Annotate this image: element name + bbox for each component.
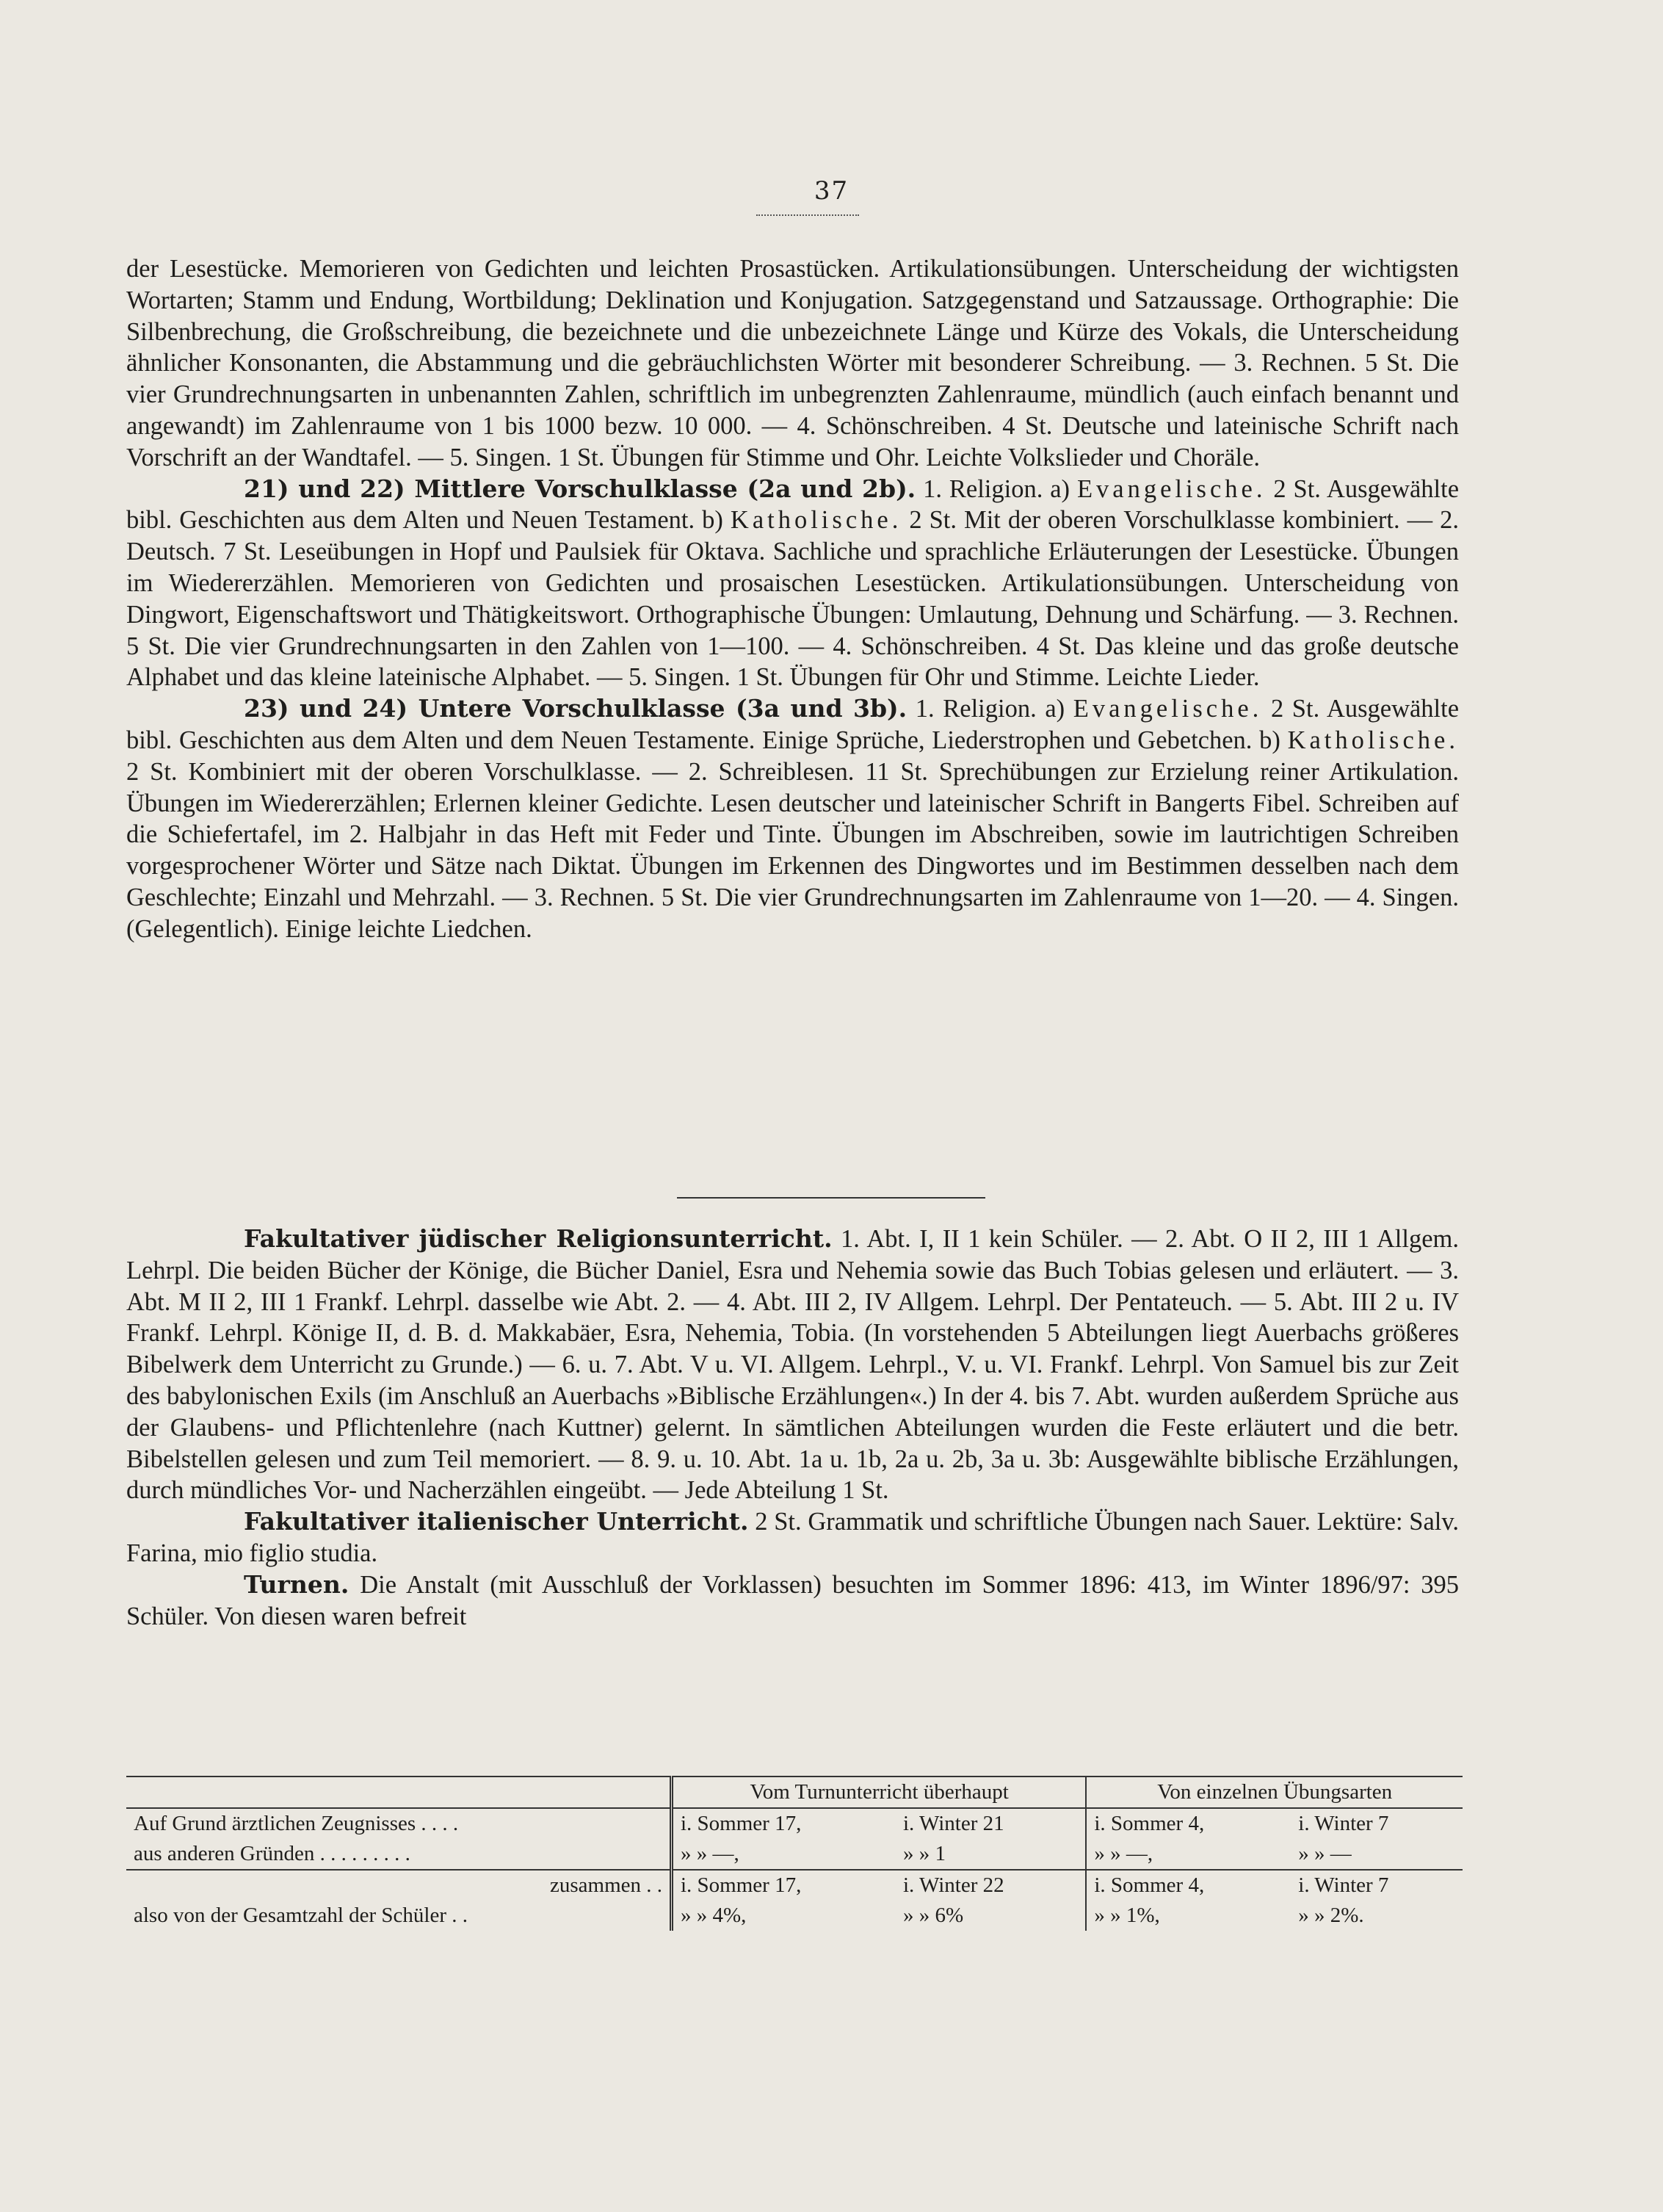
intro-paragraph: der Lesestücke. Memorieren von Gedichten und leichten Prosastücken. Artikulationsübungen. Unterscheidung der wichtigsten Wortarten; Stamm und Endung, Wortbildung; Deklination und Konjugation. Satzgegenstand und Satzaussage. Orthographie: Die Silbenbrechung, die Großschreibung, die bezeichnete und die unbezeichnete Länge und Kürze des Vokals, die Unterscheidung ähnlicher Konsonanten, die Abstammung und die gebräuchlichsten Wörter mit besonderer Schreibung. — 3. Rechnen. 5 St. Die vier Grundrechnungsarten in unbenannten Zahlen, schriftlich im unbegrenzten Zahlenraume, mündlich (auch einfach benannt und angewandt) im Zahlenraume von 1 bis 1000 bezw. 10 000. — 4. Schönschreiben. 4 St. Deutsche und lateinische Schrift nach Vorschrift an der Wandtafel. — 5. Singen. 1 St. Übungen für Stimme und Ohr. Leichte Volkslieder und Choräle. [126, 255, 1459, 471]
table-row [126, 1901, 1463, 1931]
cell-value: » » 1 [902, 1842, 946, 1865]
mittlere-body-b: 2 St. Ausgewählte bibl. Geschichten aus dem Alten und Neuen Testament. b) [126, 474, 1460, 535]
juedisch-paragraph [126, 1224, 1459, 1506]
italienisch-heading: Fakultativer italienischer Unterricht. [244, 1507, 749, 1536]
untere-heading: 23) und 24) Untere Vorschulklasse (3a und 3b). [244, 694, 907, 723]
table-row [126, 1870, 1463, 1901]
page-number: 37 [814, 176, 849, 206]
turnen-body: Die Anstalt (mit Ausschluß der Vorklassen) besuchten im Sommer 1896: 413, im Winter 1896/97: 395 Schüler. Von diesen waren befreit [126, 1570, 1460, 1630]
untere-paragraph [126, 693, 1459, 944]
untere-evang: Evangelische. [1073, 695, 1263, 723]
italienisch-paragraph [126, 1506, 1459, 1569]
juedisch-body: 1. Abt. I, II 1 kein Schüler. — 2. Abt. O II 2, III 1 Allgem. Lehrpl. Die beiden Bücher der Könige, die Bücher Daniel, Esra und Nehemia sowie das Buch Tobias gelesen und erläutert. — 3. Abt. M II 2, III 1 Frankf. Lehrpl. dasselbe wie Abt. 2. — 4. Abt. III 2, IV Allgem. Lehrpl. Der Pentateuch. — 5. Abt. III 2 u. IV Frankf. Lehrpl. Könige II, d. B. d. Makkabäer, Esra, Nehemia, Tobia. (In vorstehenden 5 Abteilungen liegt Auerbachs größeres Bibelwerk dem Unterricht zu Grunde.) — 6. u. 7. Abt. V u. VI. Allgem. Lehrpl., V. u. VI. Frankf. Lehrpl. Von Samuel bis zur Zeit des babylonischen Exils (im Anschluß an Auerbachs »Biblische Erzählungen«.) In der 4. bis 7. Abt. wurden außerdem Sprüche aus der Glaubens- und Pflichtenlehre (nach Kuttner) gelernt. In sämtlichen Abteilungen wurden die Feste erläutert und die betr. Bibelstellen gelesen und zum Teil memoriert. — 8. 9. u. 10. Abt. 1a u. 1b, 2a u. 2b, 3a u. 3b: Ausgewählte biblische Erzählungen, durch mündliches Vor- und Nacherzählen eingeübt. — Jede Abteilung 1 St. [126, 1225, 1460, 1505]
untere-kath: Katholische. [1287, 726, 1459, 754]
cell-value: i. Winter 7 [1291, 1870, 1463, 1901]
cell-value: i. Sommer 4, [1086, 1808, 1291, 1839]
table-corner [126, 1777, 672, 1808]
cell-value: » » 4%, [672, 1901, 896, 1931]
cell-value: i. Winter 7 [1298, 1812, 1389, 1835]
cell-value: » » 1%, [1086, 1901, 1291, 1931]
italienisch-body: 2 St. Grammatik und schriftliche Übungen nach Sauer. Lektüre: Salv. Farina, mio figlio studia. [126, 1508, 1459, 1567]
untere-body-a: 1. Religion. a) [915, 695, 1065, 723]
cell-value: i. Winter 21 [902, 1812, 1004, 1835]
section-separator [677, 1197, 985, 1199]
header-uebungsarten: Von einzelnen Übungsarten [1086, 1777, 1463, 1808]
table-row [126, 1808, 1463, 1839]
mittlere-body-c: 2 St. Mit der oberen Vorschulklasse kombiniert. — 2. Deutsch. 7 St. Leseübungen in Hopf und Paulsiek für Oktava. Sachliche und sprachliche Erläuterungen der Lesestücke. Übungen im Wiedererzählen. Memorieren von Gedichten und prosaischen Lesestücken. Artikulationsübungen. Unterscheidung von Dingwort, Eigenschaftswort und Thätigkeitswort. Orthographische Übungen: Umlautung, Dehnung und Schärfung. — 3. Rechnen. 5 St. Die vier Grundrechnungsarten in den Zahlen von 1—100. — 4. Schönschreiben. 4 St. Das kleine und das große deutsche Alphabet und das kleine lateinische Alphabet. — 5. Singen. 1 St. Übungen für Ohr und Stimme. Leichte Lieder. [126, 506, 1459, 692]
cell-value: » » 6% [902, 1904, 964, 1927]
mittlere-body-a: 1. Religion. a) [923, 474, 1070, 503]
turnen-heading: Turnen. [244, 1569, 349, 1599]
row-label: also von der Gesamtzahl der Schüler . . [134, 1904, 468, 1927]
table-header-row [126, 1777, 1463, 1808]
cell-value: » » — [1298, 1842, 1352, 1865]
cell-value: i. Winter 22 [896, 1870, 1086, 1901]
page-number-ornament [756, 214, 859, 220]
row-label: Auf Grund ärztlichen Zeugnisses . . . . [134, 1812, 459, 1835]
cell-value: i. Sommer 4, [1086, 1870, 1291, 1901]
header-turnunterricht: Vom Turnunterricht überhaupt [672, 1777, 1087, 1808]
section-vorschule [126, 253, 1459, 945]
row-label: zusammen . . [126, 1870, 672, 1901]
untere-body-c: 2 St. Kombiniert mit der oberen Vorschulklasse. — 2. Schreiblesen. 11 St. Sprechübungen zur Erzielung reiner Artikulation. Übungen im Wiedererzählen; Erlernen kleiner Gedichte. Lesen deutscher und lateinischer Schrift in Bangerts Fibel. Schreiben auf die Schiefertafel, im 2. Halbjahr in das Heft mit Feder und Tinte. Übungen im Abschreiben, sowie im lautrichtigen Schreiben vorgesprochener Wörter und Sätze nach Diktat. Übungen im Erkennen des Dingwortes und im Bestimmen desselben nach dem Geschlechte; Einzahl und Mehrzahl. — 3. Rechnen. 5 St. Die vier Grundrechnungsarten im Zahlenraume von 1—20. — 4. Singen. (Gelegentlich). Einige leichte Liedchen. [126, 757, 1459, 943]
cell-value: i. Sommer 17, [672, 1808, 896, 1839]
cell-value: i. Sommer 17, [672, 1870, 896, 1901]
mittlere-heading: 21) und 22) Mittlere Vorschulklasse (2a und 2b). [244, 474, 916, 503]
cell-value: » » 2%. [1298, 1904, 1364, 1927]
mittlere-kath: Katholische. [730, 506, 902, 535]
section-fakultativ [126, 1224, 1459, 1632]
juedisch-heading: Fakultativer jüdischer Religionsunterricht. [244, 1224, 833, 1253]
cell-value: » » —, [1086, 1839, 1291, 1870]
cell-value: » » —, [672, 1839, 896, 1870]
untere-body-b: 2 St. Ausgewählte bibl. Geschichten aus dem Alten und dem Neuen Testamente. Einige Sprüche, Liederstrophen und Gebetchen. b) [126, 695, 1460, 754]
turnen-paragraph [126, 1569, 1459, 1633]
table-row [126, 1839, 1463, 1870]
mittlere-paragraph [126, 474, 1459, 694]
mittlere-evang: Evangelische. [1076, 474, 1267, 503]
exemption-table [126, 1776, 1463, 1931]
row-label: aus anderen Gründen . . . . . . . . . [134, 1842, 410, 1865]
